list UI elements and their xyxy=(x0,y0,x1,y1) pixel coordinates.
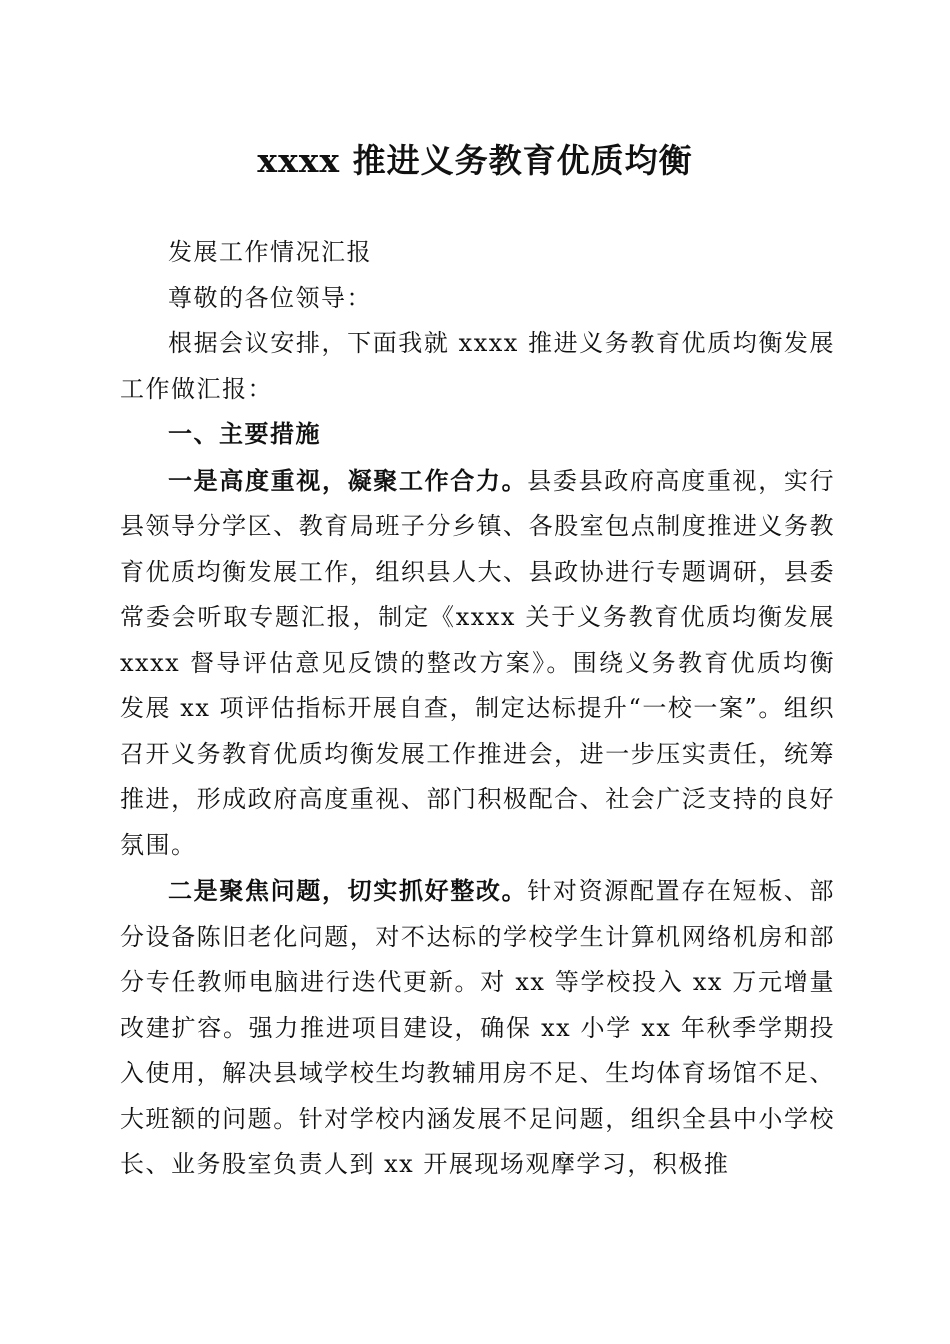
intro-paragraph: 根据会议安排，下面我就 xxxx 推进义务教育优质均衡发展工作做汇报： xyxy=(120,329,835,403)
section-heading: 一、主要措施 xyxy=(168,420,321,448)
measure-2-lead: 二是聚焦问题，切实抓好整改。 xyxy=(168,876,528,905)
salutation-paragraph: 尊敬的各位领导： xyxy=(168,283,372,312)
measure-paragraph-2 xyxy=(120,868,835,1188)
measure-1-text: 县委县政府高度重视，实行县领导分学区、教育局班子分乡镇、各股室包点制度推进义务教育优质均衡发展工作，组织县人大、县政协进行专题调研，县委常委会听取专题汇报，制定《xxxx 关于义务教育优质均衡发展 xxxx 督导评估意见反馈的整改方案》。围绕义务教育优质均衡发展 xx 项评估指标开展自查，制定达标提升“一校一案”。组织召开义务教育优质均衡发展工作推进会，进一步压实责任，统筹推进，形成政府高度重视、部门积极配合、社会广泛支持的良好氛围。 xyxy=(120,466,836,859)
measure-1-lead: 一是高度重视，凝聚工作合力。 xyxy=(168,465,528,495)
measure-paragraph-1 xyxy=(120,458,835,869)
document-body xyxy=(120,230,835,1188)
measure-2-text: 针对资源配置存在短板、部分设备陈旧老化问题，对不达标的学校学生计算机网络机房和部分专任教师电脑进行迭代更新。对 xx 等学校投入 xx 万元增量改建扩容。强力推进项目建设，确保 xx 小学 xx 年秋季学期投入使用，解决县域学校生均教辅用房不足、生均体育场馆不足、大班额的问题。针对学校内涵发展不足问题，组织全县中小学校长、业务股室负责人到 xx 开展现场观摩学习，积极推 xyxy=(120,877,836,1178)
subtitle-paragraph: 发展工作情况汇报 xyxy=(168,238,372,266)
document-title: xxxx 推进义务教育优质均衡 xyxy=(257,141,693,180)
